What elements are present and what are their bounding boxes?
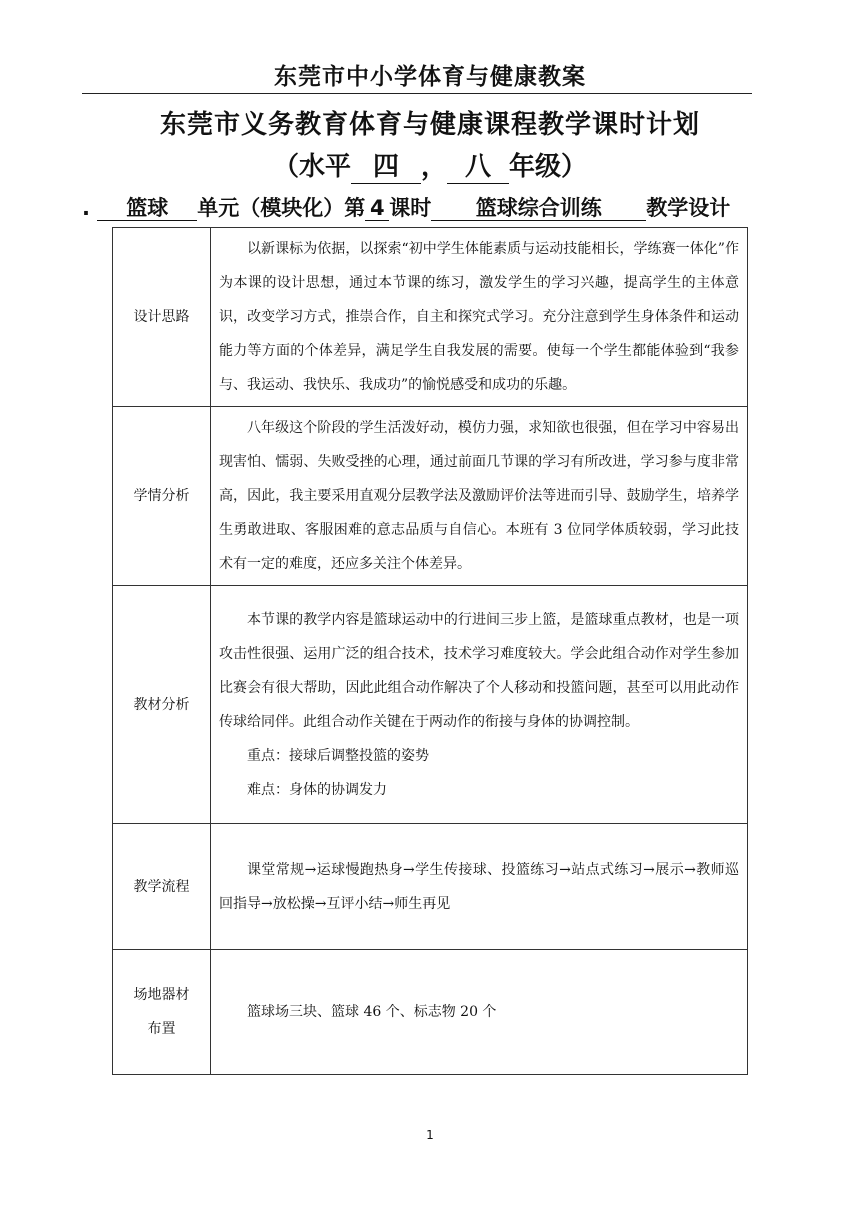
grade-value: 八 — [447, 153, 509, 184]
level-open: （水平 — [272, 152, 351, 182]
content-students — [211, 407, 748, 586]
level-grade-line — [0, 146, 860, 184]
label-flow: 教学流程 — [113, 824, 211, 950]
label-design: 设计思路 — [113, 228, 211, 407]
unit-suffix: 单元（模块化）第 — [197, 196, 366, 220]
label-equipment-line2: 布置 — [147, 1021, 176, 1037]
lesson-number: 4 — [365, 196, 389, 221]
row-students — [113, 407, 748, 586]
document-title: 东莞市义务教育体育与健康课程教学课时计划 — [159, 110, 700, 140]
label-students: 学情分析 — [113, 407, 211, 586]
page-number: 1 — [426, 1128, 434, 1142]
lesson-plan-table — [112, 227, 748, 1075]
flow-text: 课堂常规→运球慢跑热身→学生传接球、投篮练习→站点式练习→展示→教师巡回指导→放松操→互评小结→师生再见 — [219, 861, 739, 912]
unit-prefix: . — [82, 196, 90, 220]
lesson-suffix: 课时 — [389, 196, 432, 220]
label-equipment — [113, 950, 211, 1075]
key-point: 重点：接球后调整投篮的姿势 — [247, 747, 429, 764]
students-text: 八年级这个阶段的学生活泼好动，模仿力强，求知欲也很强，但在学习中容易出现害怕、懦弱、失败受挫的心理，通过前面几节课的学习有所改进，学习参与度非常高，因此，我主要采用直观分层教学法及激励评价法等进而引导、鼓励学生，培养学生勇敢进取、客服困难的意志品质与自信心。本班有 3 位同学体质较弱，学习此技术有一定的难度，还应多关注个体差异。 — [219, 420, 739, 572]
grade-suffix: 年级） — [509, 152, 588, 182]
row-flow — [113, 824, 748, 950]
material-text: 本节课的教学内容是篮球运动中的行进间三步上篮，是篮球重点教材，也是一项攻击性很强、运用广泛的组合技术，技术学习难度较大。学会此组合动作对学生参加比赛会有很大帮助，因此此组合动作解决了个人移动和投篮问题，甚至可以用此动作传球给同伴。此组合动作关键在于两动作的衔接与身体的协调控制。 — [219, 611, 739, 730]
equipment-text: 篮球场三块、篮球 46 个、标志物 20 个 — [247, 1004, 497, 1020]
row-equipment — [113, 950, 748, 1075]
row-material — [113, 586, 748, 824]
level-value: 四 — [351, 153, 421, 184]
label-material: 教材分析 — [113, 586, 211, 824]
design-text: 以新课标为依据，以探索“初中学生体能素质与运动技能相长，学练赛一体化”作为本课的设计思想，通过本节课的练习，激发学生的学习兴趣，提高学生的主体意识，改变学习方式，推崇合作，自主和探究式学习。充分注意到学生身体条件和运动能力等方面的个体差异，满足学生自我发展的需要。使每一个学生都能体验到“我参与、我运动、我快乐、我成功”的愉悦感受和成功的乐趣。 — [219, 241, 739, 393]
content-design — [211, 228, 748, 407]
unit-line-end: 教学设计 — [646, 196, 731, 220]
level-comma: ， — [420, 152, 447, 182]
header-rule — [82, 93, 752, 94]
page-header: 东莞市中小学体育与健康教案 — [274, 64, 586, 90]
content-material — [211, 586, 748, 824]
label-equipment-line1: 场地器材 — [133, 987, 190, 1003]
content-flow — [211, 824, 748, 950]
content-equipment — [211, 950, 748, 1075]
difficulty-point: 难点：身体的协调发力 — [247, 781, 387, 798]
unit-lesson-line — [82, 192, 782, 222]
row-design — [113, 228, 748, 407]
lesson-topic: 篮球综合训练 — [431, 196, 646, 221]
unit-name: 篮球 — [97, 196, 197, 221]
